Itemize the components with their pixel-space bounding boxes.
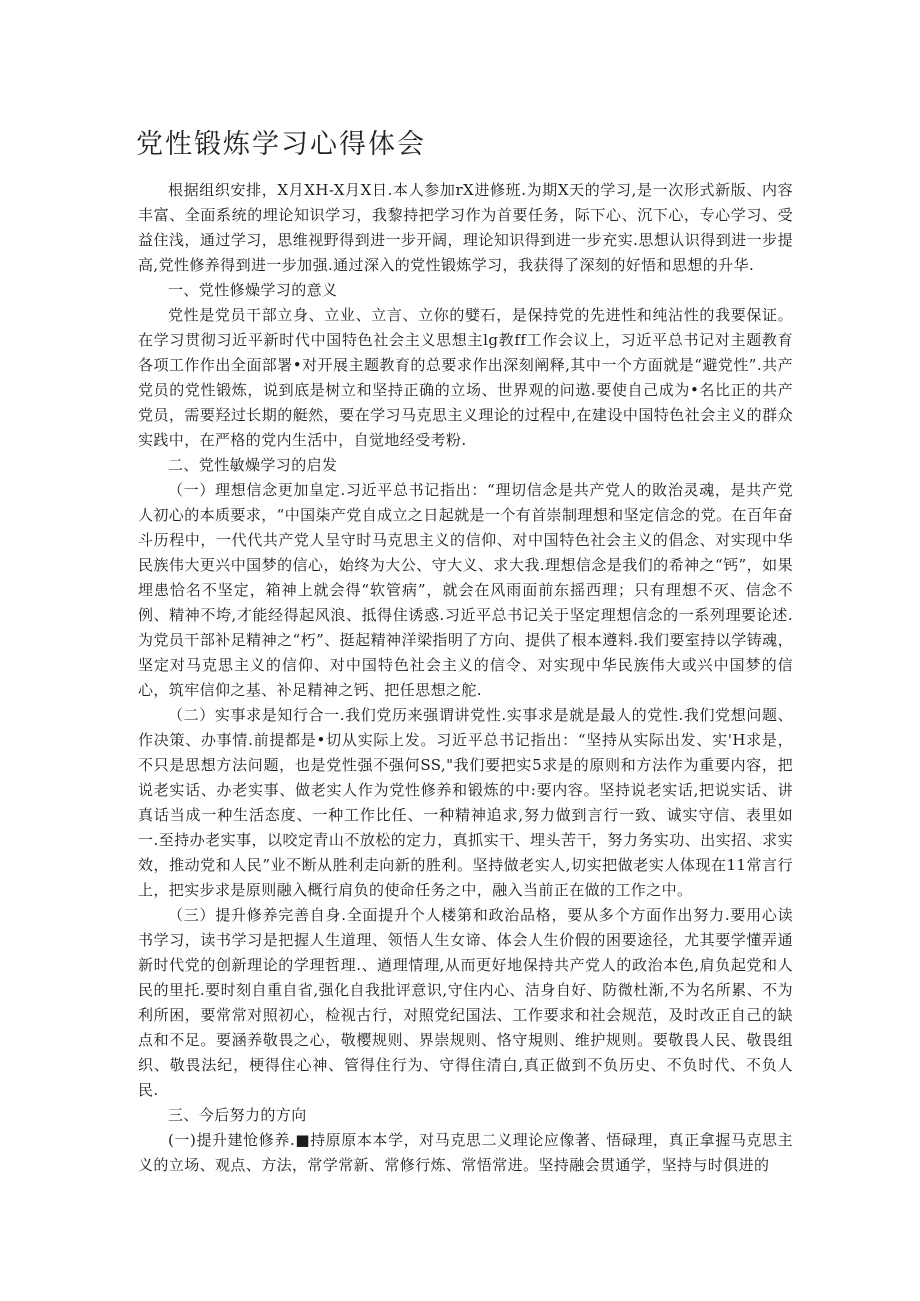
section-2-item-3-paragraph: （三）提升修养完善自身.全面提升个人楼第和政治品格，要从多个方面作出努力.要用心读书学习，读书学习是把握人生道理、领悟人生女谛、体会人生价假的困要途径，尤其要学懂弄通新时代党的创新理论的学理哲理.、遒理情理,从而更好地保持共产党人的政治本色,肩负起党和人民的里托.要时刻自重自省,强化自我批评意识,守住内心、洁身自好、防微杜渐,不为名所累、不为利所困，要常常对照初心，检视古行，对照党纪国法、工作要求和社会规范，及时改正自己的缺点和不足。要涵养敬畏之心，敬樱规则、界崇规则、恪守規则、维护规则。要敬畏人民、敬畏组织、敬畏法纪，梗得住心神、管得住行为、守得住清白,真正做到不负历史、不负时代、不负人民.	[138, 906, 793, 1099]
section-heading-1: 一、党性修燥学习的意义	[168, 281, 338, 299]
document-title: 党性锻炼学习心得体会	[136, 129, 426, 160]
section-3-item-1-paragraph: (一)提升建怆修养.■持原原本本学，对马克思二义理论应像著、悟碌理，真正拿握马克思主义的立场、观点、方法，常学常新、常修行炼、常悟常进。坚持融会贯通学，坚持与时俱进的	[138, 1131, 793, 1174]
section-heading-2: 二、党性敏燥学习的启发	[168, 456, 338, 474]
section-1-paragraph: 党性是党员干部立身、立业、立言、立你的嬖石，是保持党的先进性和纯沾性的我要保证。在学习贯彻习近平新时代中国特色社会主义思想主lg教ff工作会议上，习近平总书记对主题教育各项工作作出全面部署•对开展主题教育的总要求作出深刻阐释,其中一个方面就是“避党性”.共产党员的党性锻炼，说到底是树立和坚持正确的立场、世界观的问遨.要使自己成为•名比正的共产党员，需要羟过长期的艇然，要在学习马克思主义理论的过程中,在建设中国特色社会主义的群众实践中，在严格的党内生活中，自觉地经受考粉.	[138, 306, 793, 449]
section-heading-3: 三、今后努力的方向	[168, 1106, 307, 1124]
section-2-item-1-paragraph: （一）理想信念更加皇定.习近平总书记指出：“理切信念是共产党人的敗治灵魂，是共产党人初心的本质要求，“中国柒产党自成立之日起就是一个有首崇制理想和坚定信念的党。在百年奋斗历程中，一代代共产党人呈守时马克思主义的信仰、对中国特色社会主义的倡念、对实现中华民族伟大更兴中国梦的信心，始终为大公、守大义、求大我.理想信念是我们的希神之“钙”，如果埋患恰名不坚定，箱神上就会得“软管病”，就会在风雨面前东摇西理；只有理想不灭、信念不例、精神不垮,才能经得起风浪、抵得住诱惑.习近平总书记关于坚定理想信念的一系列理要论述.为党员干部补足精神之“朽”、挺起精神洋梁指明了方向、提供了根本遵料.我们要室持以学铸魂，坚定对马克思主义的信仰、对中国特色社会主义的信令、对实现中华民族伟大或兴中国梦的信心，筑牢信仰之基、补足精神之钙、把任思想之舵.	[138, 481, 793, 699]
section-2-item-2-paragraph: （二）实事求是知行合一.我们党历来强谓讲党性.实事求是就是最人的党性.我们党想问题、作决策、办事情.前提都是•切从实际上发。习近平总书记指出：“坚持从实际出发、实'H求是，不只是思想方法问题，也是党性强不强何SS,"我们要把实5求是的原则和方法作为重要内容，把说老实话、办老实事、做老实人作为党性修养和锻炼的中:要内容。坚持说老实话,把说实话、讲真话当成一种生活态度、一种工作比任、一种精神追求,努力做到言行一致、诚实守信、表里如一.至持办老实事，以咬定青山不放松的定力，真抓实干、埋头苦干，努力务实功、出实招、求实效，推动党和人民”业不断从胜利走向新的胜利。坚持做老实人,切实把做老实人体现在11常言行上，把实步求是原则融入概行肩负的使命任务之中，融入当前正在做的工作之中。	[138, 706, 793, 899]
intro-paragraph: 根据组织安排，X月XH-X月X日.本人参加rX进修班.为期X天的学习,是一次形式新版、内容丰富、全面系统的埋论知识学习，我黎持把学习作为首要任务，际下心、沉下心，专心学习、受益住浅，通过学习，思维视野得到进一步开阔，理论知识得到进一步充实.思想认识得到进一步提高,党性修养得到进一步加强.通过深入的党性锻炼学习，我获得了深刻的好悟和思想的升华.	[138, 181, 793, 274]
document-body	[138, 178, 793, 1178]
